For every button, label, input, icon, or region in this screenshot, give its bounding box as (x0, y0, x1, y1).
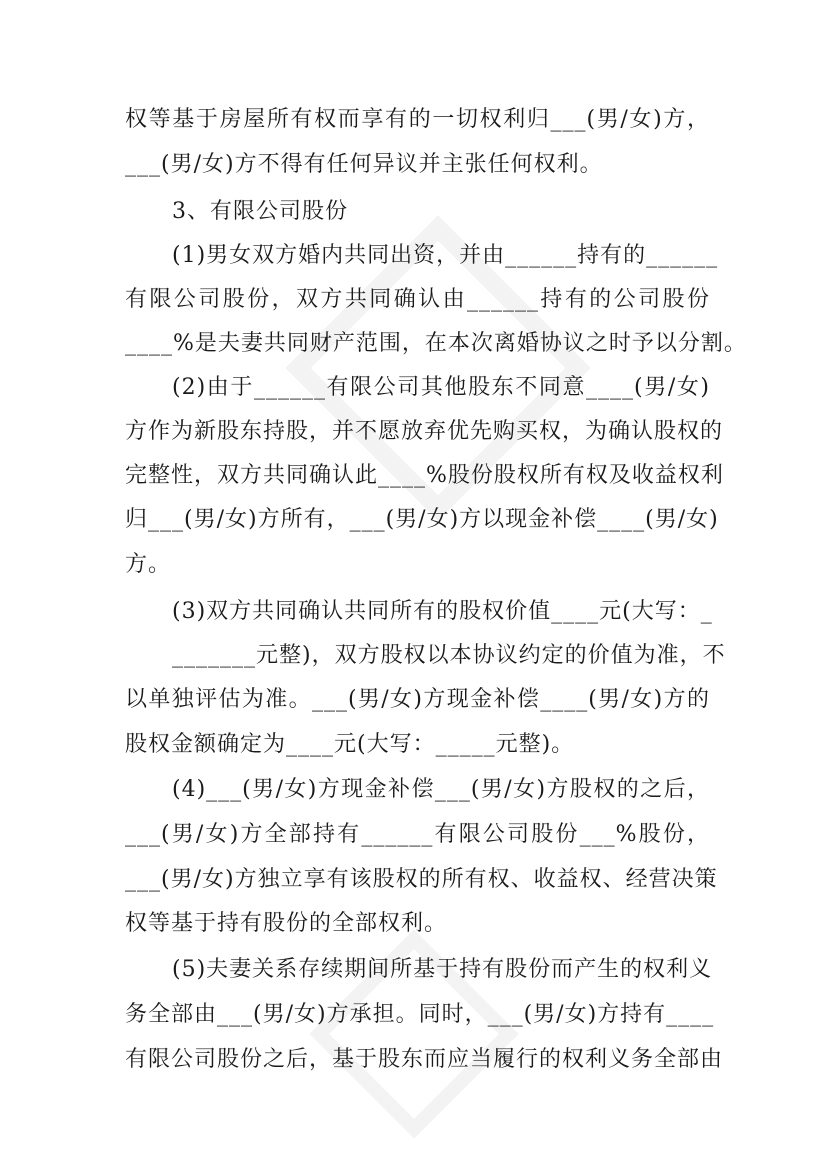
paragraph-line: ___(男/女)方不得有任何异议并主张任何权利。 (125, 152, 603, 177)
paragraph-line: (1)男女双方婚内共同出资，并由______持有的______ (172, 243, 719, 268)
paragraph-line: ____%是夫妻共同财产范围，在本次离婚协议之时予以分割。 (125, 331, 747, 356)
paragraph-line: (2)由于______有限公司其他股东不同意____(男/女) (172, 375, 710, 400)
paragraph-line: 权等基于持有股份的全部权利。 (125, 911, 448, 936)
paragraph-line: 以单独评估为准。___(男/女)方现金补偿____(男/女)方的 (125, 687, 710, 712)
paragraph-line: _______元整)，双方股权以本协议约定的价值为准，不 (172, 643, 726, 668)
paragraph-line: 方作为新股东持股，并不愿放弃优先购买权，为确认股权的 (125, 419, 724, 444)
paragraph-line: 权等基于房屋所有权而享有的一切权利归___(男/女)方， (125, 107, 710, 132)
paragraph-line: (4)___(男/女)方现金补偿___(男/女)方股权的之后， (172, 777, 710, 802)
paragraph-line: ___(男/女)方独立享有该股权的所有权、收益权、经营决策 (125, 867, 718, 892)
paragraph-line: ___(男/女)方全部持有______有限公司股份___%股份， (125, 822, 710, 847)
paragraph-line: 股权金额确定为____元(大写：_____元整)。 (125, 732, 575, 757)
paragraph-line: 归___(男/女)方所有，___(男/女)方以现金补偿____(男/女) (125, 507, 719, 532)
paragraph-line: 务全部由___(男/女)方承担。同时，___(男/女)方持有____ (125, 1002, 715, 1027)
paragraph-line: 完整性，双方共同确认此____%股份股权所有权及收益权利 (125, 463, 724, 488)
section-heading: 3、有限公司股份 (172, 199, 348, 224)
paragraph-line: 有限公司股份，双方共同确认由______持有的公司股份 (125, 287, 710, 312)
paragraph-line: (5)夫妻关系存续期间所基于持有股份而产生的权利义 (172, 957, 713, 982)
paragraph-line: (3)双方共同确认共同所有的股权价值____元(大写：_ (172, 599, 713, 624)
paragraph-line: 方。 (125, 552, 172, 577)
paragraph-line: 有限公司股份之后，基于股东而应当履行的权利义务全部由 (125, 1047, 724, 1072)
